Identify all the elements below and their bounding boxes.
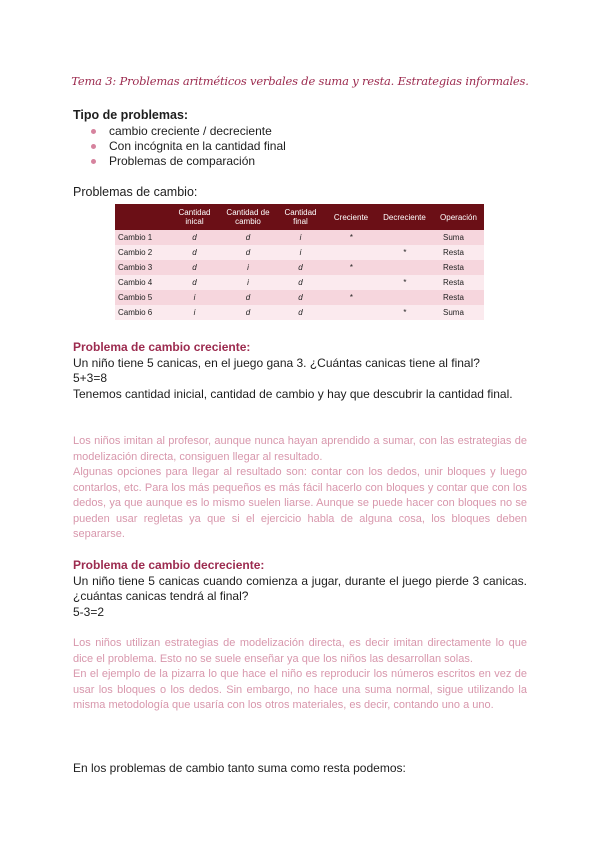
table-header-cell: Cantidad final: [275, 204, 326, 230]
increasing-change-heading: Problema de cambio creciente:: [73, 340, 251, 354]
table-cell: i: [221, 275, 275, 290]
decreasing-change-heading: Problema de cambio decreciente:: [73, 558, 265, 572]
table-cell: d: [275, 305, 326, 320]
table-cell: d: [221, 245, 275, 260]
table-header-cell: Cantidad de cambio: [221, 204, 275, 230]
increasing-problem-text: Un niño tiene 5 canicas, en el juego gana 3. ¿Cuántas canicas tiene al final?: [73, 355, 480, 370]
table-cell: [326, 275, 376, 290]
table-cell: d: [168, 245, 221, 260]
change-problems-heading: Problemas de cambio:: [73, 185, 198, 199]
table-cell: Cambio 4: [115, 275, 168, 290]
closing-line: En los problemas de cambio tanto suma como resta podemos:: [73, 761, 406, 775]
table-cell: [326, 245, 376, 260]
table-cell: [376, 230, 433, 245]
decreasing-note-1: Los niños utilizan estrategias de modelización directa, es decir imitan directamente lo que dice el problema. Esto no se suele enseñar ya que los niños las desarrollan solas.: [73, 637, 527, 665]
table-row: [115, 290, 484, 305]
decreasing-change-section: [73, 558, 527, 620]
table-cell: Cambio 2: [115, 245, 168, 260]
table-header-row: [115, 204, 484, 230]
table-cell: d: [275, 275, 326, 290]
table-cell: d: [221, 230, 275, 245]
table-header-cell: Decreciente: [376, 204, 433, 230]
table-cell: d: [168, 260, 221, 275]
table-cell: Resta: [433, 260, 484, 275]
table-cell: Cambio 5: [115, 290, 168, 305]
table-cell: *: [376, 245, 433, 260]
list-item: Problemas de comparación: [90, 154, 286, 169]
table-cell: Suma: [433, 230, 484, 245]
table-cell: Cambio 6: [115, 305, 168, 320]
increasing-note-2: Algunas opciones para llegar al resultado son: contar con los dedos, unir bloques y luego contarlos, etc. Para los más pequeños es más fácil hacerlo con bloques y contar que con los dedos, ya que aunque es lo mismo suelen liarse. Aunque se puede hacer con bloques no se pueden usar regletas ya que si el ejercicio habla de alguna cosa, los bloques deben separarse.: [73, 466, 527, 540]
decreasing-problem-text: Un niño tiene 5 canicas cuando comienza a jugar, durante el juego pierde 3 canicas. ¿cuántas canicas tendrá al final?: [73, 573, 527, 603]
list-item: cambio creciente / decreciente: [90, 124, 286, 139]
problem-types-list: [90, 124, 286, 169]
table-header-cell: Creciente: [326, 204, 376, 230]
table-cell: d: [168, 275, 221, 290]
table-cell: Resta: [433, 275, 484, 290]
problem-types-heading: Tipo de problemas:: [73, 108, 189, 122]
table-cell: d: [221, 290, 275, 305]
table-header-cell: Operación: [433, 204, 484, 230]
table-row: [115, 260, 484, 275]
table-cell: i: [275, 230, 326, 245]
decreasing-note-2: En el ejemplo de la pizarra lo que hace el niño es reproducir los números escritos en vez de usar los bloques o los dedos. Sin embargo, no hace una suma normal, sigue utilizando la misma metodología que usaría con los otros materiales, es decir, contando uno a uno.: [73, 668, 527, 711]
decreasing-operation: 5-3=2: [73, 604, 105, 619]
table-cell: *: [326, 230, 376, 245]
table-cell: [326, 305, 376, 320]
table-cell: Suma: [433, 305, 484, 320]
increasing-explanation: Tenemos cantidad inicial, cantidad de cambio y hay que descubrir la cantidad final.: [73, 386, 513, 401]
table-cell: d: [168, 230, 221, 245]
table-cell: d: [221, 305, 275, 320]
table-cell: d: [275, 260, 326, 275]
table-cell: *: [376, 305, 433, 320]
table-row: [115, 230, 484, 245]
table-cell: Resta: [433, 245, 484, 260]
table-cell: Resta: [433, 290, 484, 305]
table-row: [115, 275, 484, 290]
table-cell: [376, 290, 433, 305]
table-cell: *: [326, 260, 376, 275]
table-cell: d: [275, 290, 326, 305]
table-cell: [376, 260, 433, 275]
table-cell: i: [221, 260, 275, 275]
decreasing-notes: [73, 636, 527, 714]
table-cell: i: [168, 305, 221, 320]
list-item: Con incógnita en la cantidad final: [90, 139, 286, 154]
table-cell: Cambio 1: [115, 230, 168, 245]
change-problems-table: [115, 204, 484, 320]
table-cell: *: [376, 275, 433, 290]
table-row: [115, 245, 484, 260]
table-cell: i: [275, 245, 326, 260]
increasing-notes: [73, 434, 527, 543]
page-title: Tema 3: Problemas aritméticos verbales de suma y resta. Estrategias informales.: [71, 74, 529, 88]
increasing-note-1: Los niños imitan al profesor, aunque nunca hayan aprendido a sumar, con las estrategias de modelización directa, consiguen llegar al resultado.: [73, 435, 527, 463]
increasing-operation: 5+3=8: [73, 371, 108, 385]
increasing-change-section: [73, 340, 527, 402]
table-header-cell: Cantidad inical: [168, 204, 221, 230]
table-cell: *: [326, 290, 376, 305]
table-cell: i: [168, 290, 221, 305]
table-row: [115, 305, 484, 320]
table-header-cell: [115, 204, 168, 230]
table-cell: Cambio 3: [115, 260, 168, 275]
